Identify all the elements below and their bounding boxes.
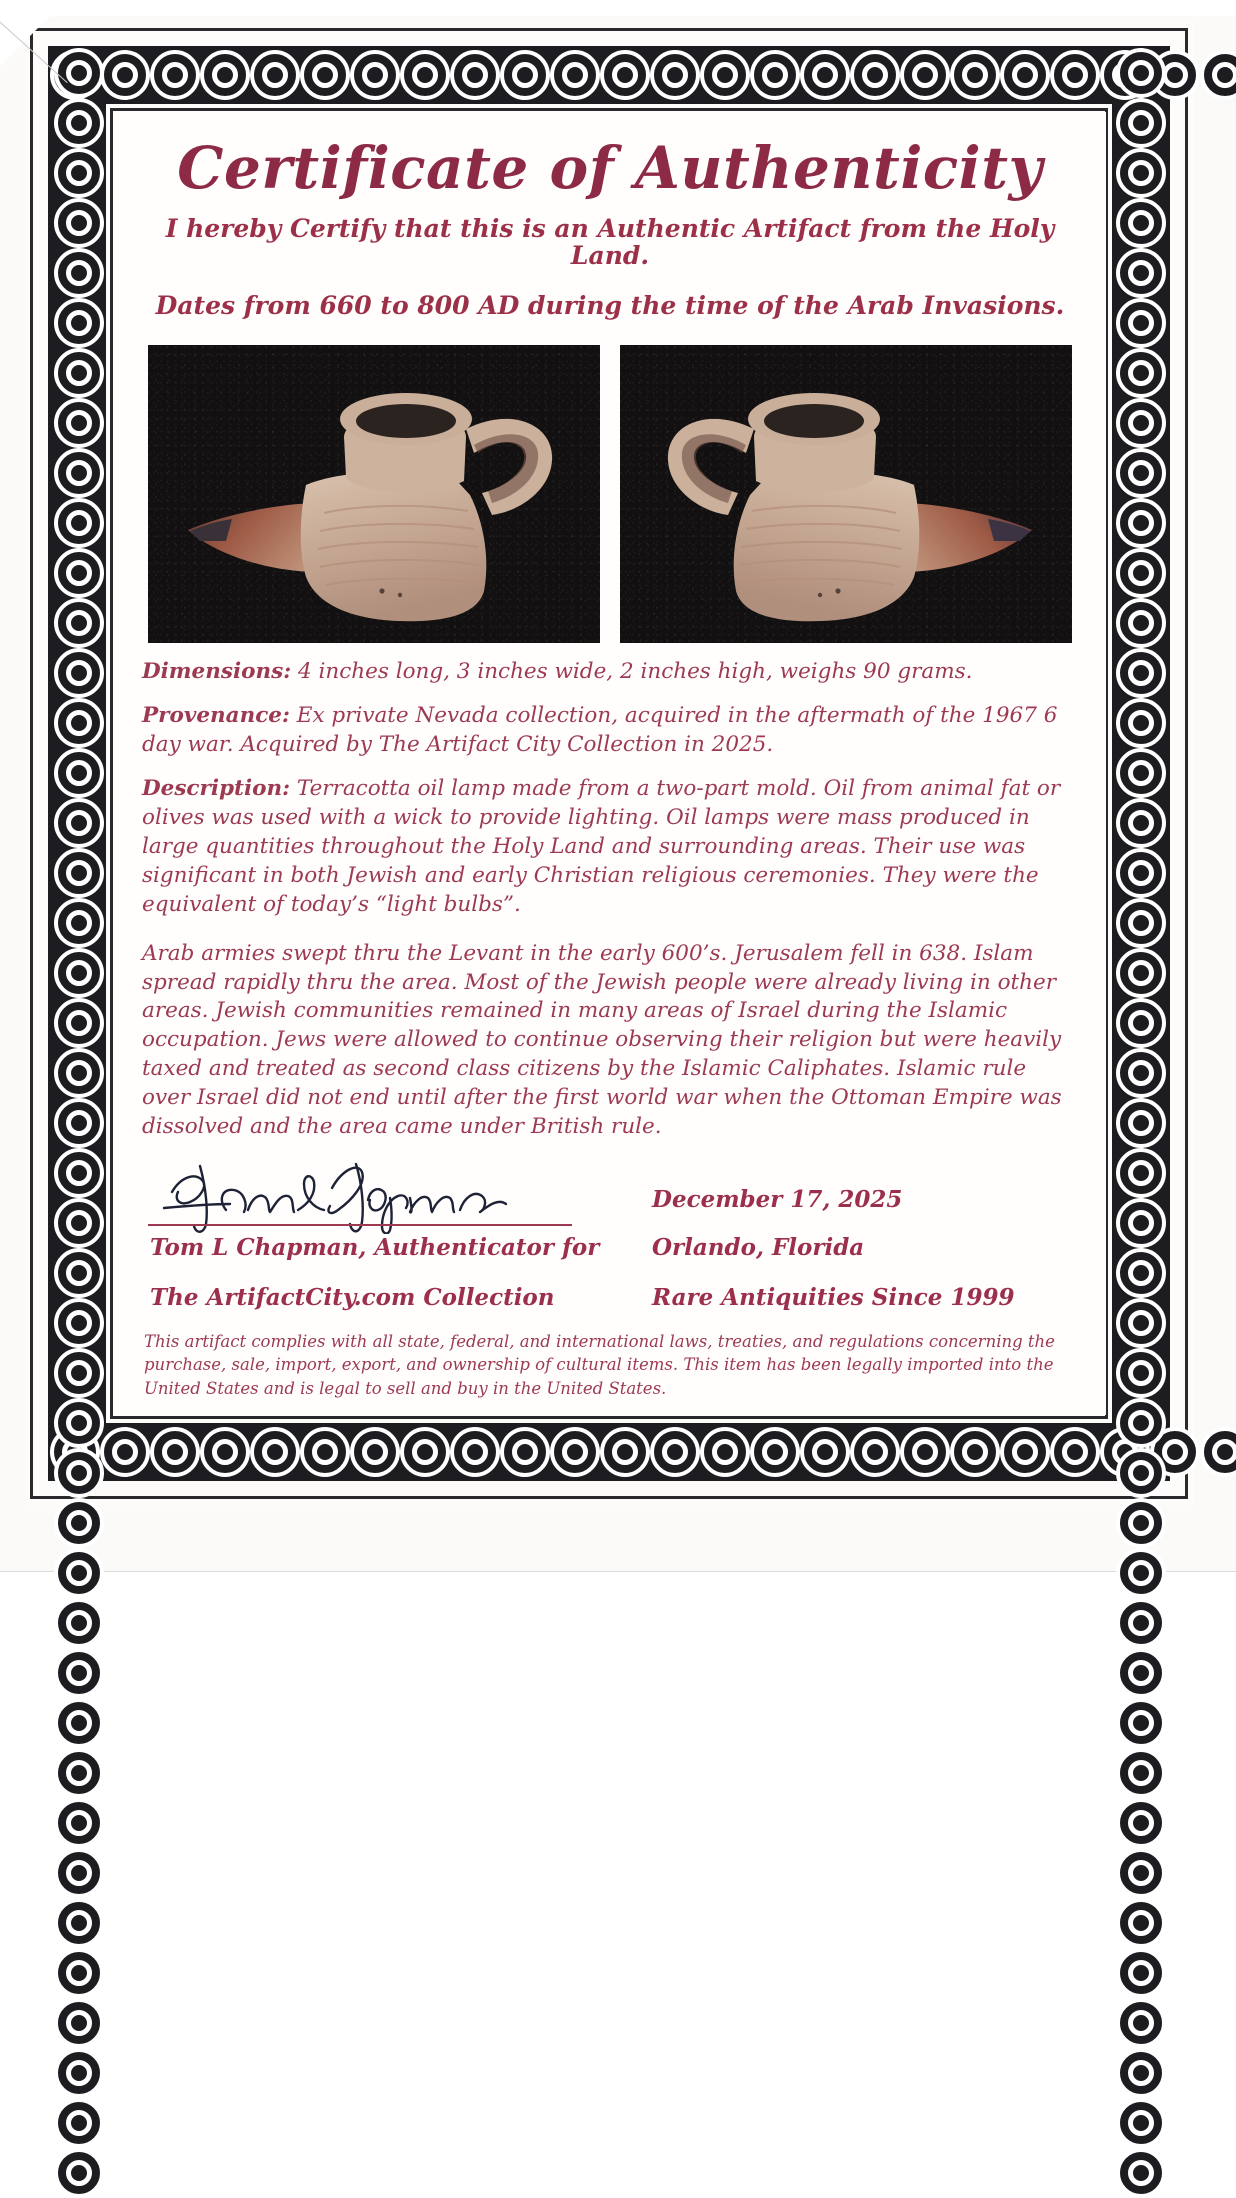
company-tagline: Rare Antiquities Since 1999	[652, 1283, 1015, 1311]
border-bullseye-circle	[900, 50, 950, 100]
border-bullseye-circle	[1116, 1948, 1166, 1998]
border-bullseye-circle	[750, 50, 800, 100]
border-bullseye-circle	[54, 1498, 104, 1548]
border-bullseye-circle	[54, 348, 104, 398]
border-bullseye-circle	[1116, 1348, 1166, 1398]
border-bullseye-circle	[1116, 498, 1166, 548]
border-bullseye-circle	[600, 50, 650, 100]
border-bullseye-circle	[54, 398, 104, 448]
border-bullseye-circle	[1116, 648, 1166, 698]
certify-statement-line-1: I hereby Certify that this is an Authentic Artifact from the Holy Land.	[165, 213, 1055, 271]
border-bullseye-circle	[1116, 998, 1166, 1048]
border-bullseye-circle	[1116, 398, 1166, 448]
border-bullseye-circle	[800, 50, 850, 100]
border-bullseye-circle	[1116, 248, 1166, 298]
border-bullseye-circle	[1116, 1248, 1166, 1298]
border-bullseye-circle	[1116, 48, 1166, 98]
border-bullseye-circle	[1116, 548, 1166, 598]
handwritten-signature	[156, 1148, 576, 1234]
border-bullseye-circle	[1116, 748, 1166, 798]
border-bullseye-circle	[1116, 1848, 1166, 1898]
border-bullseye-circle	[1116, 1998, 1166, 2048]
border-bullseye-circle	[1116, 1398, 1166, 1448]
certify-statement-line-2: Dates from 660 to 800 AD during the time of the Arab Invasions.	[155, 290, 1065, 320]
border-bullseye-circle	[350, 1427, 400, 1477]
border-bullseye-circle	[950, 1427, 1000, 1477]
border-bullseye-circle	[100, 50, 150, 100]
border-circles-right	[1114, 48, 1168, 1479]
border-bullseye-circle	[400, 50, 450, 100]
collection-name: The ArtifactCity.com Collection	[150, 1283, 555, 1311]
signature-rule	[148, 1224, 572, 1226]
border-bullseye-circle	[1116, 1448, 1166, 1498]
border-bullseye-circle	[300, 1427, 350, 1477]
border-bullseye-circle	[700, 1427, 750, 1477]
border-bullseye-circle	[100, 1427, 150, 1477]
border-bullseye-circle	[54, 1148, 104, 1198]
legal-disclaimer: This artifact complies with all state, federal, and international laws, treaties, and regulations concerning the purchase, sale, import, export, and ownership of cultural items. This item has been legally imported into the United States and is legal to sell and buy in the United States.	[144, 1331, 1055, 1398]
border-bullseye-circle	[550, 1427, 600, 1477]
border-bullseye-circle	[54, 1448, 104, 1498]
border-bullseye-circle	[550, 50, 600, 100]
border-circles-bottom	[50, 1425, 1168, 1479]
border-bullseye-circle	[200, 1427, 250, 1477]
authenticator-name: Tom L Chapman, Authenticator for	[150, 1233, 600, 1261]
border-bullseye-circle	[54, 1098, 104, 1148]
border-bullseye-circle	[1116, 1148, 1166, 1198]
border-bullseye-circle	[54, 998, 104, 1048]
field-dimensions-label: Dimensions:	[142, 659, 292, 685]
border-bullseye-circle	[54, 448, 104, 498]
field-history: Arab armies swept thru the Levant in the early 600’s. Jerusalem fell in 638. Islam spread rapidly thru the area. Most of the Jewish people were already living in other areas. Jewish communities remained in many areas of Israel during the Islamic occupation. Jews were allowed to continue observing their religion but were heavily taxed and treated as second class citizens by the Islamic Caliphates. Islamic rule over Israel did not end until after the first world war when the Ottoman Empire was dissolved and the area came under British rule.	[142, 940, 1062, 1140]
border-bullseye-circle	[150, 1427, 200, 1477]
border-bullseye-circle	[1116, 1898, 1166, 1948]
border-bullseye-circle	[54, 2098, 104, 2148]
border-bullseye-circle	[54, 1898, 104, 1948]
border-bullseye-circle	[1200, 1427, 1236, 1477]
border-bullseye-circle	[650, 50, 700, 100]
border-bullseye-circle	[54, 1948, 104, 1998]
oil-lamp-illustration-left	[148, 345, 600, 643]
border-bullseye-circle	[500, 1427, 550, 1477]
border-bullseye-circle	[54, 698, 104, 748]
border-bullseye-circle	[54, 198, 104, 248]
border-bullseye-circle	[1116, 1298, 1166, 1348]
border-bullseye-circle	[54, 1348, 104, 1398]
border-bullseye-circle	[54, 2048, 104, 2098]
oil-lamp-illustration-right	[620, 345, 1072, 643]
border-bullseye-circle	[54, 1598, 104, 1648]
border-bullseye-circle	[54, 1798, 104, 1848]
border-bullseye-circle	[54, 2148, 104, 2198]
border-bullseye-circle	[1116, 1648, 1166, 1698]
border-bullseye-circle	[1116, 948, 1166, 998]
border-bullseye-circle	[450, 1427, 500, 1477]
border-bullseye-circle	[1116, 1048, 1166, 1098]
border-bullseye-circle	[1116, 348, 1166, 398]
border-bullseye-circle	[1116, 1598, 1166, 1648]
border-bullseye-circle	[1116, 898, 1166, 948]
border-circles-top	[50, 48, 1168, 102]
border-bullseye-circle	[1116, 1498, 1166, 1548]
border-bullseye-circle	[350, 50, 400, 100]
field-provenance	[142, 702, 1080, 760]
border-bullseye-circle	[1116, 298, 1166, 348]
border-circles-left	[52, 48, 106, 1479]
artifact-photo-right	[620, 345, 1072, 643]
border-bullseye-circle	[1116, 148, 1166, 198]
artifact-photo-row	[148, 345, 1072, 643]
border-bullseye-circle	[1116, 2148, 1166, 2198]
border-bullseye-circle	[1116, 1698, 1166, 1748]
signature-area	[148, 1150, 578, 1228]
border-bullseye-circle	[1116, 1798, 1166, 1848]
border-bullseye-circle	[750, 1427, 800, 1477]
field-provenance-value: Ex private Nevada collection, acquired in the aftermath of the 1967 6 day war. Acquired by The Artifact City Collection in 2025.	[142, 703, 1058, 758]
border-bullseye-circle	[54, 1748, 104, 1798]
border-bullseye-circle	[1116, 1748, 1166, 1798]
border-bullseye-circle	[54, 1248, 104, 1298]
border-bullseye-circle	[54, 1548, 104, 1598]
certificate-content	[114, 112, 1106, 1415]
border-bullseye-circle	[54, 898, 104, 948]
border-bullseye-circle	[54, 148, 104, 198]
border-bullseye-circle	[54, 1998, 104, 2048]
border-bullseye-circle	[54, 648, 104, 698]
artifact-photo-left	[148, 345, 600, 643]
border-bullseye-circle	[1116, 848, 1166, 898]
issue-date: December 17, 2025	[652, 1185, 903, 1213]
border-bullseye-circle	[54, 1698, 104, 1748]
border-bullseye-circle	[200, 50, 250, 100]
scan-edge-bottom	[0, 1571, 1236, 1600]
border-bullseye-circle	[54, 1298, 104, 1348]
field-dimensions-value: 4 inches long, 3 inches wide, 2 inches high, weighs 90 grams.	[291, 659, 973, 685]
field-provenance-label: Provenance:	[142, 703, 290, 729]
border-bullseye-circle	[1116, 2048, 1166, 2098]
border-bullseye-circle	[400, 1427, 450, 1477]
field-dimensions	[142, 658, 1080, 687]
border-bullseye-circle	[600, 1427, 650, 1477]
field-description	[142, 775, 1080, 920]
border-bullseye-circle	[54, 1048, 104, 1098]
border-bullseye-circle	[54, 848, 104, 898]
scan-corner-fold	[0, 0, 66, 66]
border-bullseye-circle	[1116, 798, 1166, 848]
border-bullseye-circle	[800, 1427, 850, 1477]
border-bullseye-circle	[250, 50, 300, 100]
certificate-document	[26, 22, 1194, 1505]
issue-location: Orlando, Florida	[652, 1233, 865, 1261]
border-bullseye-circle	[850, 1427, 900, 1477]
border-bullseye-circle	[1116, 198, 1166, 248]
border-bullseye-circle	[150, 50, 200, 100]
border-bullseye-circle	[54, 1198, 104, 1248]
border-bullseye-circle	[1000, 1427, 1050, 1477]
border-bullseye-circle	[54, 498, 104, 548]
border-bullseye-circle	[650, 1427, 700, 1477]
border-bullseye-circle	[700, 50, 750, 100]
border-bullseye-circle	[54, 548, 104, 598]
border-bullseye-circle	[1050, 50, 1100, 100]
border-bullseye-circle	[1116, 1548, 1166, 1598]
border-bullseye-circle	[300, 50, 350, 100]
border-bullseye-circle	[450, 50, 500, 100]
border-bullseye-circle	[950, 50, 1000, 100]
field-description-label: Description:	[142, 776, 291, 802]
border-bullseye-circle	[1000, 50, 1050, 100]
border-bullseye-circle	[1116, 448, 1166, 498]
border-bullseye-circle	[54, 1648, 104, 1698]
field-description-value: Terracotta oil lamp made from a two-part mold. Oil from animal fat or olives was used with a wick to provide lighting. Oil lamps were mass produced in large quantities throughout the Holy Land and surrounding areas. Their use was significant in both Jewish and early Christian religious ceremonies. They were the equivalent of today’s “light bulbs”.	[142, 776, 1061, 917]
border-bullseye-circle	[54, 248, 104, 298]
border-bullseye-circle	[1116, 598, 1166, 648]
border-bullseye-circle	[54, 1848, 104, 1898]
border-bullseye-circle	[500, 50, 550, 100]
border-bullseye-circle	[900, 1427, 950, 1477]
signature-block	[142, 1148, 1080, 1311]
border-bullseye-circle	[54, 948, 104, 998]
border-bullseye-circle	[1116, 698, 1166, 748]
page-title: Certificate of Authenticity	[177, 134, 1043, 202]
border-bullseye-circle	[250, 1427, 300, 1477]
border-bullseye-circle	[1050, 1427, 1100, 1477]
border-bullseye-circle	[850, 50, 900, 100]
border-bullseye-circle	[1116, 1098, 1166, 1148]
border-bullseye-circle	[1116, 98, 1166, 148]
border-bullseye-circle	[54, 1398, 104, 1448]
scan-edge-top	[0, 0, 1236, 16]
border-bullseye-circle	[54, 98, 104, 148]
border-bullseye-circle	[54, 298, 104, 348]
border-bullseye-circle	[54, 798, 104, 848]
border-bullseye-circle	[1116, 1198, 1166, 1248]
border-bullseye-circle	[54, 748, 104, 798]
border-bullseye-circle	[1200, 50, 1236, 100]
border-bullseye-circle	[54, 598, 104, 648]
border-bullseye-circle	[1116, 2098, 1166, 2148]
